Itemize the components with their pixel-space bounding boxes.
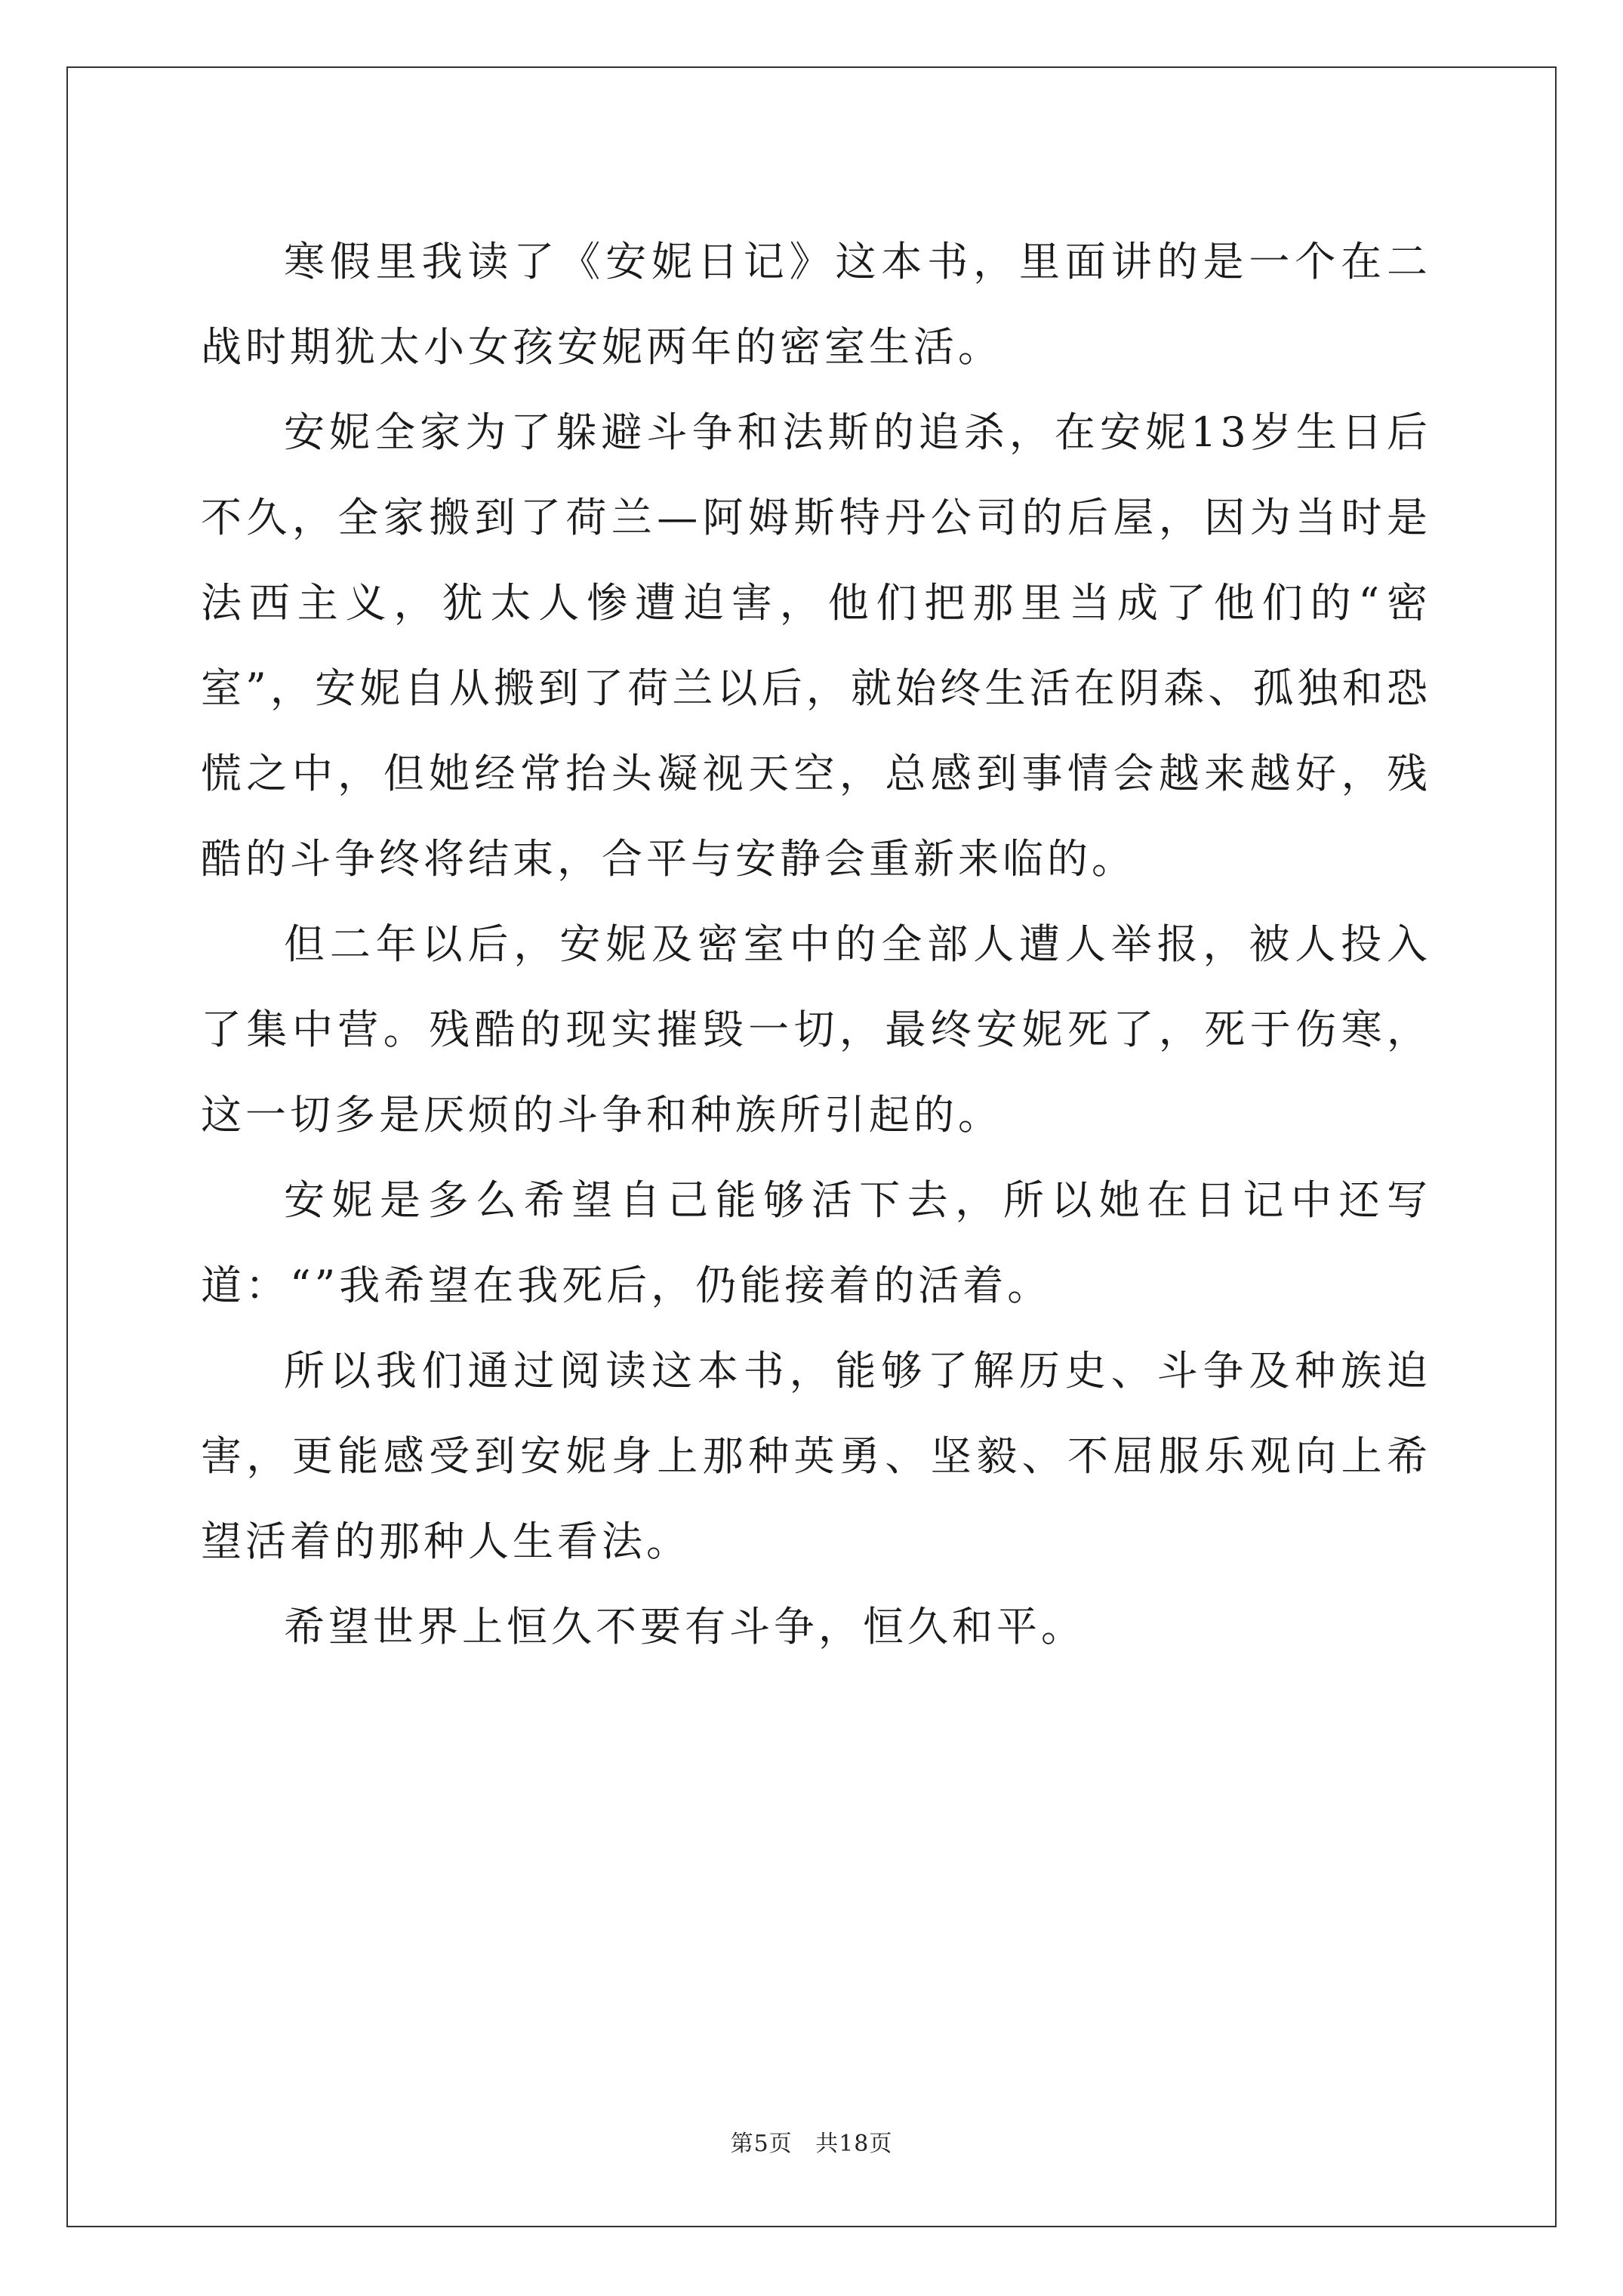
paragraph-6: 希望世界上恒久不要有斗争，恒久和平。 bbox=[284, 1603, 1086, 1650]
page-number-total: 共18页 bbox=[815, 2131, 893, 2157]
page-number-current: 第5页 bbox=[730, 2131, 793, 2157]
paragraph-2: 安妮全家为了躲避斗争和法斯的追杀，在安妮13岁生日后不久，全家搬到了荷兰—阿姆斯特丹公司的后屋，因为当时是法西主义，犹太人惨遭迫害，他们把那里当成了他们的“密室”，安妮自从搬到了荷兰以后，就始终生活在阴森、孤独和恐慌之中，但她经常抬头凝视天空，总感到事情会越来越好，残酷的斗争终将结束，合平与安静会重新来临的。 bbox=[201, 408, 1431, 883]
paragraph-5: 所以我们通过阅读这本书，能够了解历史、斗争及种族迫害，更能感受到安妮身上那种英勇、坚毅、不屈服乐观向上希望活着的那种人生看法。 bbox=[201, 1347, 1431, 1565]
paragraph-4: 安妮是多么希望自己能够活下去，所以她在日记中还写道：“”我希望在我死后，仍能接着的活着。 bbox=[201, 1176, 1431, 1309]
paragraph-3: 但二年以后，安妮及密室中的全部人遭人举报，被人投入了集中营。残酷的现实摧毁一切，最终安妮死了，死于伤寒，这一切多是厌烦的斗争和种族所引起的。 bbox=[201, 920, 1431, 1139]
page-footer bbox=[0, 2129, 1623, 2159]
document-body bbox=[201, 219, 1431, 1669]
paragraph-1: 寒假里我读了《安妮日记》这本书，里面讲的是一个在二战时期犹太小女孩安妮两年的密室生活。 bbox=[201, 238, 1431, 371]
